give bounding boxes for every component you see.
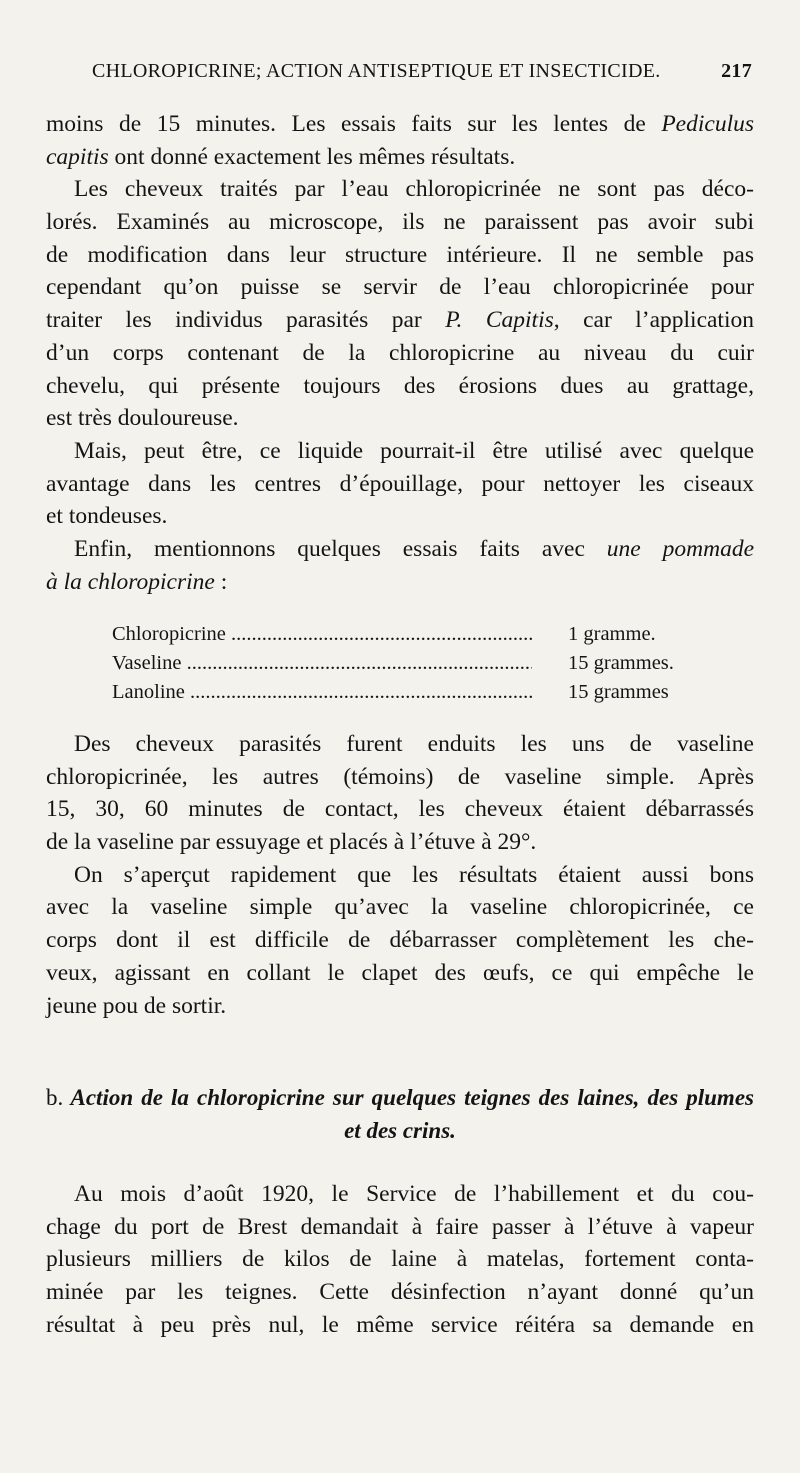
section-title-line-1: Action de la chloropicrine sur quelques teignes des laines, des plumes [70, 1085, 754, 1110]
text-segment: Enfin, mentionnons quelques essais faits avec [74, 535, 607, 562]
running-title: CHLOROPICRINE; ACTION ANTISEPTIQUE ET INSECTICIDE. [92, 60, 661, 82]
text-line: Des cheveux parasités furent enduits les uns de vaseline [74, 731, 754, 757]
text-line: plusieurs milliers de kilos de laine à matelas, fortement conta- [46, 1246, 754, 1273]
text-line: corps dont il est difficile de débarrasser complètement les che- [46, 927, 754, 954]
italic-term: à la chloropicrine [46, 568, 215, 595]
text-line: chage du port de Brest demandait à faire passer à l’étuve à vapeur [46, 1213, 754, 1240]
text-segment: , car l’application [553, 307, 754, 334]
text-line [46, 108, 754, 141]
ingredient-name: Lanoline ..... [112, 678, 532, 707]
recipe-row [112, 649, 692, 678]
text-line: est très douloureuse. [46, 405, 239, 432]
text-segment: : [214, 568, 228, 595]
section-letter: b. [46, 1085, 64, 1110]
text-line [46, 141, 754, 174]
text-line: chloropicrinée, les autres (témoins) de vaseline simple. Après [46, 763, 754, 790]
text-line [46, 533, 754, 566]
text-line: Les cheveux traités par l’eau chloropicrinée ne sont pas déco- [74, 176, 754, 203]
heading-line [46, 1082, 754, 1115]
text-line [46, 566, 754, 599]
text-line: Au mois d’août 1920, le Service de l’habillement et du cou- [74, 1181, 754, 1207]
recipe-row [112, 678, 692, 707]
text-line [46, 304, 754, 337]
ingredient-quantity: 15 grammes [564, 678, 669, 707]
paragraph-block-2 [46, 728, 754, 1022]
text-line: de modification dans leur structure intérieure. Il ne semble pas [46, 241, 754, 268]
text-line: jeune pou de sortir. [46, 992, 227, 1019]
text-segment: traiter les individus parasités par [46, 307, 446, 334]
text-line: et tondeuses. [46, 503, 168, 530]
ingredient-quantity: 1 gramme. [564, 620, 656, 649]
ingredient-name: Chloropicrine ..... [112, 620, 532, 649]
paragraph-block-3 [46, 1178, 754, 1341]
section-title-line-2: et des crins. [344, 1117, 456, 1143]
ingredient-quantity: 15 grammes. [564, 649, 674, 678]
page-number: 217 [721, 60, 752, 82]
text-line: d’un corps contenant de la chloropicrine au niveau du cuir [46, 339, 754, 366]
text-line: On s’aperçut rapidement que les résultats étaient aussi bons [74, 861, 754, 888]
text-line: cependant qu’on puisse se servir de l’eau chloropicrinée pour [46, 274, 754, 301]
text-line: 15, 30, 60 minutes de contact, les cheveux étaient débarrassés [46, 796, 754, 823]
section-heading [46, 1082, 754, 1147]
text-line: minée par les teignes. Cette désinfection n’ayant donné qu’un [46, 1279, 754, 1306]
text-line: Mais, peut être, ce liquide pourrait-il être utilisé avec quelque [74, 437, 754, 464]
paragraph-block-1 [46, 108, 754, 598]
text-line: de la vaseline par essuyage et placés à l’étuve à 29°. [46, 829, 537, 856]
text-segment: ont donné exactement les mêmes résultats. [114, 143, 516, 170]
italic-term: Pediculus [661, 111, 754, 137]
italic-term: capitis [46, 143, 109, 170]
text-segment: moins de 15 minutes. Les essais faits sur les lentes de [46, 111, 662, 137]
ingredient-name: Vaseline ..... [112, 649, 532, 678]
text-line: lorés. Examinés au microscope, ils ne paraissent pas avoir subi [46, 209, 754, 236]
text-line: chevelu, qui présente toujours des érosions dues au grattage, [46, 372, 754, 399]
text-line: avec la vaseline simple qu’avec la vaseline chloropicrinée, ce [46, 894, 754, 921]
text-line: résultat à peu près nul, le même service réitéra sa demande en [46, 1311, 754, 1338]
recipe-list [112, 620, 692, 707]
text-line: veux, agissant en collant le clapet des œufs, ce qui empêche le [46, 959, 754, 986]
italic-term: une pommade [606, 535, 755, 562]
italic-term: P. Capitis [445, 307, 554, 334]
text-line: avantage dans les centres d’épouillage, pour nettoyer les ciseaux [46, 470, 754, 497]
recipe-row [112, 620, 692, 649]
